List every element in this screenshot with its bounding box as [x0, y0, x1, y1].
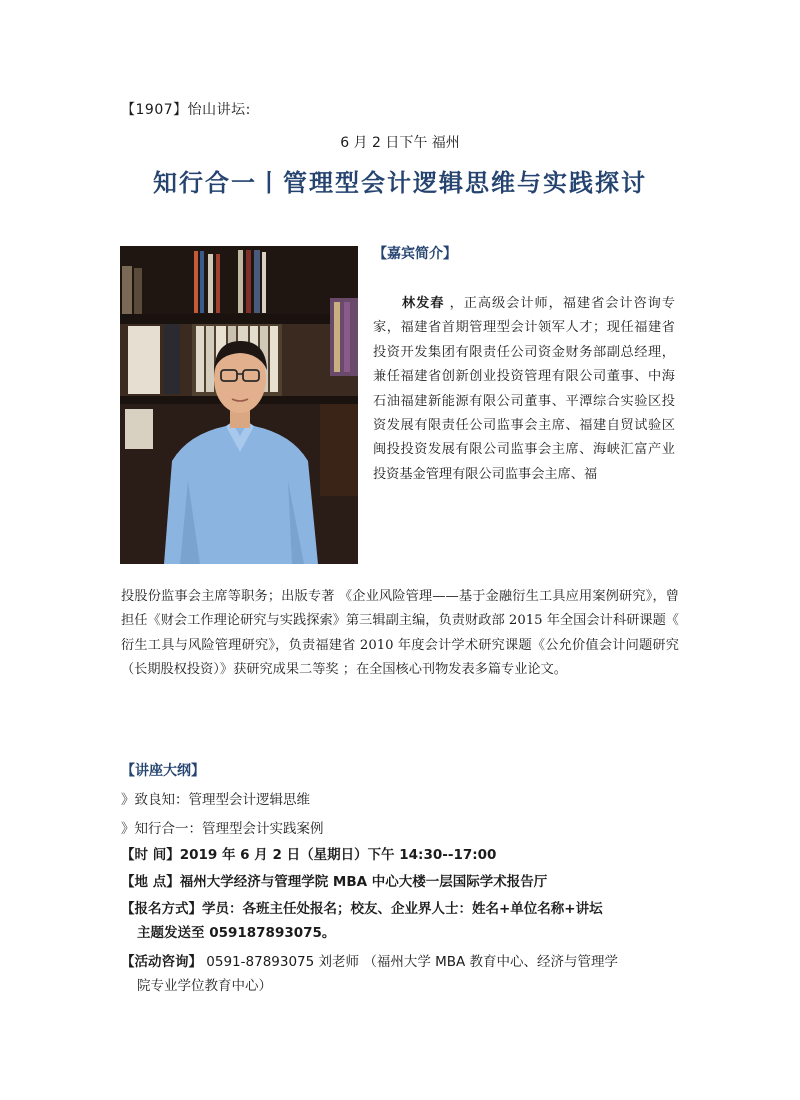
consult-row — [121, 950, 681, 998]
time-value: 2019 年 6 月 2 日（星期日）下午 14:30--17:00 — [179, 847, 497, 863]
signup-label: 【报名方式】 — [121, 901, 202, 917]
place-label: 【地 点】 — [121, 874, 180, 890]
signup-value-continued: 主题发送至 059187893075。 — [137, 925, 336, 941]
time-row — [121, 843, 681, 867]
guest-bio-side — [373, 292, 675, 487]
event-date-location: 6 月 2 日下午 福州 — [340, 135, 460, 151]
place-row — [121, 870, 681, 894]
guest-bio-side-text: ，正高级会计师，福建省会计咨询专家，福建省首期管理型会计领军人才；现任福建省投资开发集团有限责任公司资金财务部副总经理，兼任福建省创新创业投资管理有限公司董事、中海石油福建新能源有限公司董事、平潭综合实验区投资发展有限责任公司监事会主席、福建自贸试验区闽投投资发展有限公司监事会主席、海峡汇富产业投资基金管理有限公司监事会主席、福 — [373, 296, 675, 482]
consult-value-continued: 院专业学位教育中心） — [137, 978, 272, 994]
outline-item: 》知行合一：管理型会计实践案例 — [121, 821, 324, 837]
outline-item: 》致良知：管理型会计逻辑思维 — [121, 792, 310, 808]
series-label: 【1907】怡山讲坛: — [121, 102, 251, 118]
guest-name: 林发春 — [401, 296, 445, 311]
consult-value: 0591-87893075 刘老师 （福州大学 MBA 教育中心、经济与管理学 — [202, 954, 619, 970]
outline-section-title: 【讲座大纲】 — [121, 763, 205, 779]
guest-photo — [120, 246, 358, 564]
time-label: 【时 间】 — [121, 847, 180, 863]
signup-value: 学员：各班主任处报名；校友、企业界人士：姓名+单位名称+讲坛 — [202, 901, 603, 917]
place-value: 福州大学经济与管理学院 MBA 中心大楼一层国际学术报告厅 — [179, 874, 548, 890]
guest-section-title: 【嘉宾简介】 — [373, 246, 457, 262]
signup-row — [121, 897, 681, 945]
guest-bio-full: 投股份监事会主席等职务；出版专著 《企业风险管理——基于金融衍生工具应用案例研究》，曾担任《财会工作理论研究与实践探索》第三辑副主编，负责财政部 2015 年全国会计科研课题《 衍生工具与风险管理研究》，负责福建省 2010 年度会计学术研究课题《公允价值会计问题研究（长期股权投资）》获研究成果二等奖 ；在全国核心刊物发表多篇专业论文。 — [121, 589, 679, 678]
consult-label: 【活动咨询】 — [121, 954, 202, 970]
event-title: 知行合一丨管理型会计逻辑思维与实践探讨 — [153, 169, 647, 197]
guest-photo-illustration — [120, 246, 358, 564]
